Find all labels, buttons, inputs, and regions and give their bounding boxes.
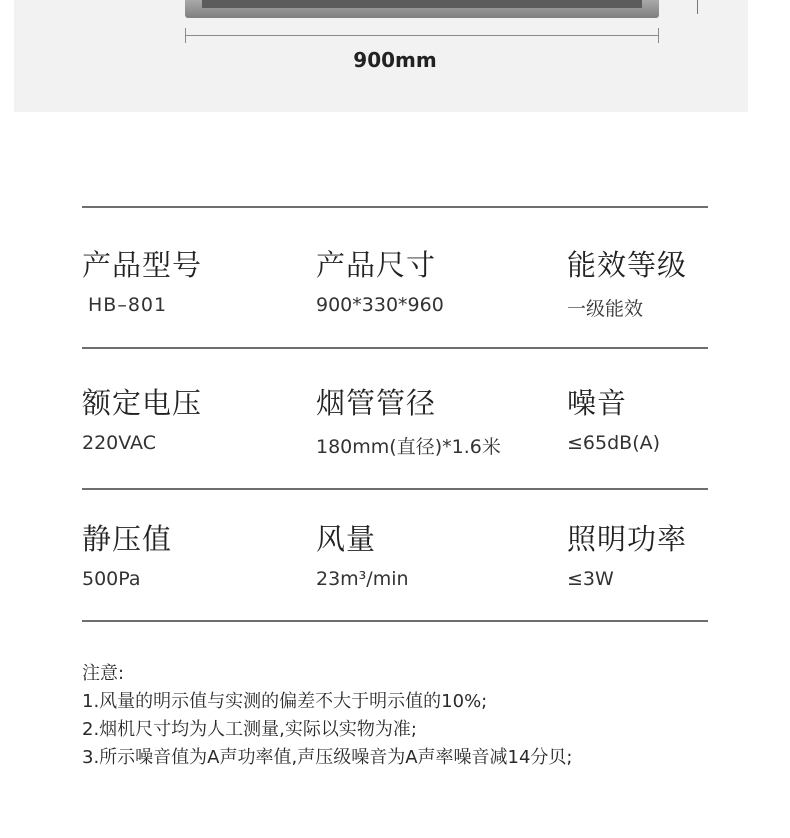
spec-value: 180mm(直径)*1.6米 bbox=[316, 436, 501, 458]
spec-noise bbox=[567, 381, 660, 454]
width-dimension-line bbox=[185, 35, 659, 36]
notes-title: 注意: bbox=[82, 663, 125, 684]
dimension-tick-right bbox=[658, 28, 659, 43]
spec-size bbox=[316, 243, 444, 316]
spec-duct-diameter bbox=[316, 381, 501, 459]
spec-label: 噪音 bbox=[567, 386, 628, 420]
dimension-tick-left bbox=[185, 28, 186, 43]
spec-value: 一级能效 bbox=[567, 298, 644, 320]
spec-value: 900*330*960 bbox=[316, 294, 444, 316]
spec-voltage bbox=[82, 381, 202, 454]
spec-label: 静压值 bbox=[82, 522, 173, 556]
note-item: 2.烟机尺寸均为人工测量,实际以实物为准; bbox=[82, 719, 417, 740]
spec-label: 产品型号 bbox=[82, 248, 203, 282]
spec-value: ≤65dB(A) bbox=[567, 432, 661, 454]
note-item: 3.所示噪音值为A声功率值,声压级噪音为A声率噪音减14分贝; bbox=[82, 747, 573, 768]
spec-label: 烟管管径 bbox=[316, 386, 437, 420]
divider bbox=[82, 206, 708, 208]
height-dimension-mark bbox=[697, 0, 698, 14]
spec-value: 220VAC bbox=[82, 432, 156, 454]
spec-energy-grade bbox=[567, 243, 687, 321]
note-item: 1.风量的明示值与实测的偏差不大于明示值的10%; bbox=[82, 691, 488, 712]
divider bbox=[82, 620, 708, 622]
spec-lighting-power bbox=[567, 517, 687, 590]
spec-value: 23m³/min bbox=[316, 568, 409, 590]
spec-model bbox=[82, 243, 202, 316]
width-dimension-label: 900mm bbox=[353, 48, 437, 72]
spec-airflow bbox=[316, 517, 409, 590]
spec-value: ≤3W bbox=[567, 568, 614, 590]
spec-label: 产品尺寸 bbox=[316, 248, 437, 282]
spec-label: 照明功率 bbox=[567, 522, 688, 556]
spec-label: 风量 bbox=[316, 522, 377, 556]
spec-static-pressure bbox=[82, 517, 172, 590]
range-hood-edge bbox=[202, 0, 642, 8]
notes-section bbox=[82, 660, 762, 772]
spec-label: 额定电压 bbox=[82, 386, 203, 420]
spec-value: HB–801 bbox=[88, 294, 168, 316]
divider bbox=[82, 347, 708, 349]
spec-value: 500Pa bbox=[82, 568, 141, 590]
spec-label: 能效等级 bbox=[567, 248, 688, 282]
divider bbox=[82, 488, 708, 490]
